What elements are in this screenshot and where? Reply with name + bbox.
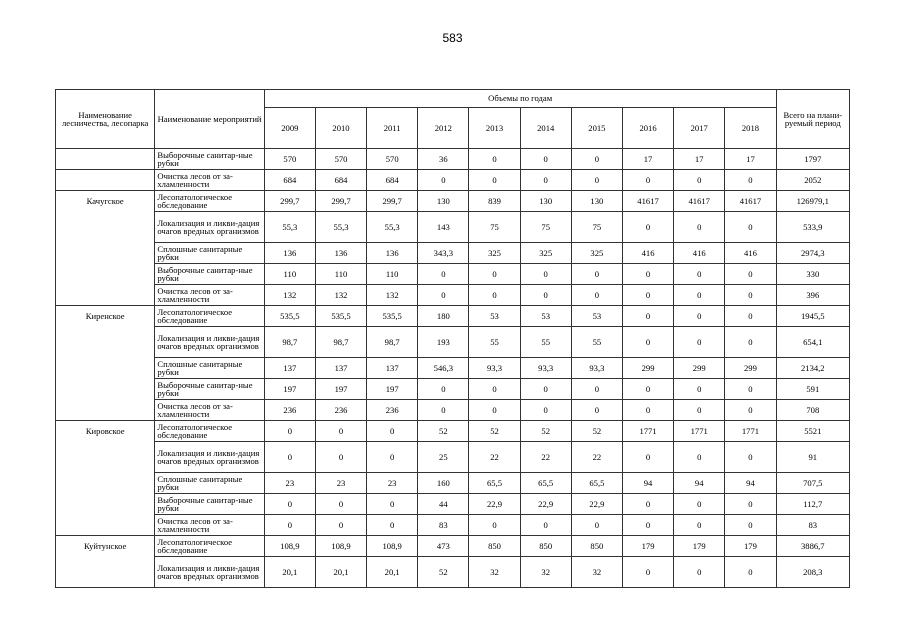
activity-cell: Локализация и ликви-дация очагов вредных организмов (155, 327, 264, 358)
year-value-cell: 32 (469, 557, 520, 588)
header-year: 2016 (622, 108, 673, 149)
activity-cell: Выборочные санитар-ные рубки (155, 264, 264, 285)
year-value-cell: 850 (571, 536, 622, 557)
year-value-cell: 570 (264, 149, 315, 170)
year-value-cell: 0 (418, 170, 469, 191)
year-value-cell: 325 (571, 243, 622, 264)
year-value-cell: 0 (674, 327, 725, 358)
activity-cell: Очистка лесов от за-хламленности (155, 515, 264, 536)
year-value-cell: 65,5 (469, 473, 520, 494)
year-value-cell: 94 (674, 473, 725, 494)
year-value-cell: 36 (418, 149, 469, 170)
year-value-cell: 0 (571, 149, 622, 170)
year-value-cell: 179 (622, 536, 673, 557)
total-value-cell: 91 (776, 442, 849, 473)
header-year: 2015 (571, 108, 622, 149)
org-name-cell (56, 264, 155, 285)
year-value-cell: 41617 (622, 191, 673, 212)
total-value-cell: 708 (776, 400, 849, 421)
total-value-cell: 533,9 (776, 212, 849, 243)
year-value-cell: 52 (520, 421, 571, 442)
table-row (56, 170, 850, 191)
year-value-cell: 0 (725, 515, 776, 536)
org-name-cell: Киренское (56, 306, 155, 327)
year-value-cell: 132 (367, 285, 418, 306)
table-row (56, 149, 850, 170)
year-value-cell: 0 (264, 442, 315, 473)
year-value-cell: 52 (469, 421, 520, 442)
year-value-cell: 55 (520, 327, 571, 358)
year-value-cell: 0 (418, 400, 469, 421)
year-value-cell: 136 (264, 243, 315, 264)
table-row (56, 494, 850, 515)
year-value-cell: 98,7 (264, 327, 315, 358)
year-value-cell: 1771 (622, 421, 673, 442)
year-value-cell: 23 (264, 473, 315, 494)
year-value-cell: 0 (674, 170, 725, 191)
year-value-cell: 83 (418, 515, 469, 536)
year-value-cell: 130 (418, 191, 469, 212)
total-value-cell: 2974,3 (776, 243, 849, 264)
activity-cell: Локализация и ликви-дация очагов вредных организмов (155, 442, 264, 473)
year-value-cell: 98,7 (367, 327, 418, 358)
org-name-cell (56, 557, 155, 588)
org-name-cell (56, 442, 155, 473)
year-value-cell: 22,9 (571, 494, 622, 515)
table-row (56, 358, 850, 379)
year-value-cell: 179 (674, 536, 725, 557)
total-value-cell: 396 (776, 285, 849, 306)
year-value-cell: 53 (520, 306, 571, 327)
table-row (56, 306, 850, 327)
year-value-cell: 535,5 (264, 306, 315, 327)
year-value-cell: 136 (367, 243, 418, 264)
activity-cell: Лесопатологическое обследование (155, 306, 264, 327)
org-name-cell (56, 285, 155, 306)
header-year: 2009 (264, 108, 315, 149)
year-value-cell: 98,7 (315, 327, 366, 358)
year-value-cell: 0 (725, 306, 776, 327)
year-value-cell: 0 (469, 400, 520, 421)
year-value-cell: 236 (315, 400, 366, 421)
year-value-cell: 0 (622, 379, 673, 400)
year-value-cell: 0 (725, 285, 776, 306)
year-value-cell: 570 (367, 149, 418, 170)
table-row (56, 557, 850, 588)
year-value-cell: 32 (520, 557, 571, 588)
forest-volumes-table (55, 89, 850, 588)
year-value-cell: 22 (520, 442, 571, 473)
year-value-cell: 0 (418, 285, 469, 306)
org-name-cell (56, 400, 155, 421)
header-years-group: Объемы по годам (264, 90, 776, 108)
year-value-cell: 197 (315, 379, 366, 400)
year-value-cell: 0 (571, 379, 622, 400)
year-value-cell: 0 (264, 494, 315, 515)
year-value-cell: 0 (622, 212, 673, 243)
year-value-cell: 0 (674, 557, 725, 588)
year-value-cell: 0 (674, 494, 725, 515)
table-row (56, 191, 850, 212)
year-value-cell: 416 (725, 243, 776, 264)
header-year: 2010 (315, 108, 366, 149)
year-value-cell: 197 (367, 379, 418, 400)
org-name-cell (56, 149, 155, 170)
year-value-cell: 53 (571, 306, 622, 327)
activity-cell: Лесопатологическое обследование (155, 191, 264, 212)
year-value-cell: 0 (315, 515, 366, 536)
year-value-cell: 850 (469, 536, 520, 557)
activity-cell: Очистка лесов от за-хламленности (155, 285, 264, 306)
activity-cell: Выборочные санитар-ные рубки (155, 149, 264, 170)
table-row (56, 243, 850, 264)
header-total: Всего на плани-руемый период (776, 90, 849, 149)
year-value-cell: 41617 (725, 191, 776, 212)
year-value-cell: 0 (674, 515, 725, 536)
year-value-cell: 299,7 (315, 191, 366, 212)
year-value-cell: 0 (622, 170, 673, 191)
year-value-cell: 55,3 (315, 212, 366, 243)
year-value-cell: 236 (367, 400, 418, 421)
header-activity: Наименование мероприятий (155, 90, 264, 149)
org-name-cell (56, 494, 155, 515)
year-value-cell: 0 (674, 442, 725, 473)
year-value-cell: 75 (571, 212, 622, 243)
year-value-cell: 0 (622, 494, 673, 515)
org-name-cell (56, 243, 155, 264)
org-name-cell (56, 473, 155, 494)
year-value-cell: 0 (469, 264, 520, 285)
page-number: 583 (442, 31, 463, 45)
year-value-cell: 0 (725, 494, 776, 515)
year-value-cell: 416 (674, 243, 725, 264)
year-value-cell: 179 (725, 536, 776, 557)
year-value-cell: 0 (520, 515, 571, 536)
table-row (56, 285, 850, 306)
year-value-cell: 75 (520, 212, 571, 243)
year-value-cell: 136 (315, 243, 366, 264)
year-value-cell: 52 (418, 557, 469, 588)
org-name-cell (56, 212, 155, 243)
year-value-cell: 22 (571, 442, 622, 473)
table-row (56, 515, 850, 536)
total-value-cell: 654,1 (776, 327, 849, 358)
year-value-cell: 0 (571, 264, 622, 285)
year-value-cell: 0 (674, 379, 725, 400)
header-year: 2011 (367, 108, 418, 149)
year-value-cell: 0 (622, 515, 673, 536)
year-value-cell: 137 (315, 358, 366, 379)
org-name-cell (56, 170, 155, 191)
org-name-cell: Кировское (56, 421, 155, 442)
year-value-cell: 0 (469, 379, 520, 400)
header-year: 2017 (674, 108, 725, 149)
year-value-cell: 839 (469, 191, 520, 212)
year-value-cell: 130 (571, 191, 622, 212)
year-value-cell: 299 (725, 358, 776, 379)
year-value-cell: 684 (315, 170, 366, 191)
org-name-cell (56, 379, 155, 400)
year-value-cell: 0 (571, 515, 622, 536)
table-body (56, 149, 850, 588)
activity-cell: Лесопатологическое обследование (155, 536, 264, 557)
year-value-cell: 0 (725, 264, 776, 285)
activity-cell: Очистка лесов от за-хламленности (155, 170, 264, 191)
activity-cell: Выборочные санитар-ные рубки (155, 379, 264, 400)
year-value-cell: 143 (418, 212, 469, 243)
year-value-cell: 0 (367, 515, 418, 536)
total-value-cell: 1945,5 (776, 306, 849, 327)
activity-cell: Выборочные санитар-ные рубки (155, 494, 264, 515)
year-value-cell: 65,5 (520, 473, 571, 494)
year-value-cell: 236 (264, 400, 315, 421)
year-value-cell: 94 (622, 473, 673, 494)
year-value-cell: 0 (725, 557, 776, 588)
year-value-cell: 75 (469, 212, 520, 243)
year-value-cell: 0 (469, 285, 520, 306)
year-value-cell: 20,1 (264, 557, 315, 588)
year-value-cell: 93,3 (469, 358, 520, 379)
year-value-cell: 0 (315, 421, 366, 442)
year-value-cell: 108,9 (264, 536, 315, 557)
activity-cell: Сплошные санитарные рубки (155, 473, 264, 494)
year-value-cell: 41617 (674, 191, 725, 212)
table-row (56, 327, 850, 358)
year-value-cell: 197 (264, 379, 315, 400)
year-value-cell: 0 (520, 149, 571, 170)
total-value-cell: 126979,1 (776, 191, 849, 212)
year-value-cell: 110 (315, 264, 366, 285)
total-value-cell: 83 (776, 515, 849, 536)
year-value-cell: 0 (622, 557, 673, 588)
year-value-cell: 20,1 (367, 557, 418, 588)
year-value-cell: 137 (367, 358, 418, 379)
org-name-cell: Куйтунское (56, 536, 155, 557)
activity-cell: Сплошные санитарные рубки (155, 358, 264, 379)
org-name-cell: Качугское (56, 191, 155, 212)
table-row (56, 421, 850, 442)
year-value-cell: 0 (622, 442, 673, 473)
year-value-cell: 299,7 (264, 191, 315, 212)
activity-cell: Локализация и ликви-дация очагов вредных организмов (155, 557, 264, 588)
year-value-cell: 94 (725, 473, 776, 494)
year-value-cell: 416 (622, 243, 673, 264)
table-row (56, 400, 850, 421)
year-value-cell: 193 (418, 327, 469, 358)
year-value-cell: 0 (622, 285, 673, 306)
year-value-cell: 53 (469, 306, 520, 327)
total-value-cell: 591 (776, 379, 849, 400)
year-value-cell: 25 (418, 442, 469, 473)
year-value-cell: 0 (571, 285, 622, 306)
year-value-cell: 0 (520, 264, 571, 285)
year-value-cell: 535,5 (315, 306, 366, 327)
year-value-cell: 52 (571, 421, 622, 442)
year-value-cell: 130 (520, 191, 571, 212)
activity-cell: Очистка лесов от за-хламленности (155, 400, 264, 421)
year-value-cell: 110 (264, 264, 315, 285)
year-value-cell: 0 (571, 170, 622, 191)
activity-cell: Лесопатологическое обследование (155, 421, 264, 442)
year-value-cell: 0 (622, 327, 673, 358)
year-value-cell: 0 (520, 285, 571, 306)
year-value-cell: 23 (315, 473, 366, 494)
year-value-cell: 0 (725, 170, 776, 191)
year-value-cell: 1771 (674, 421, 725, 442)
year-value-cell: 0 (725, 400, 776, 421)
year-value-cell: 0 (418, 264, 469, 285)
total-value-cell: 707,5 (776, 473, 849, 494)
year-value-cell: 0 (674, 264, 725, 285)
year-value-cell: 0 (520, 170, 571, 191)
header-year: 2014 (520, 108, 571, 149)
year-value-cell: 0 (264, 515, 315, 536)
year-value-cell: 0 (622, 264, 673, 285)
header-org: Наименование лесничества, лесопарка (56, 90, 155, 149)
table-row (56, 473, 850, 494)
year-value-cell: 108,9 (367, 536, 418, 557)
year-value-cell: 132 (315, 285, 366, 306)
year-value-cell: 65,5 (571, 473, 622, 494)
year-value-cell: 44 (418, 494, 469, 515)
total-value-cell: 208,3 (776, 557, 849, 588)
year-value-cell: 0 (725, 442, 776, 473)
year-value-cell: 55,3 (367, 212, 418, 243)
year-value-cell: 0 (725, 379, 776, 400)
table-row (56, 264, 850, 285)
year-value-cell: 23 (367, 473, 418, 494)
year-value-cell: 55 (571, 327, 622, 358)
year-value-cell: 684 (264, 170, 315, 191)
year-value-cell: 0 (418, 379, 469, 400)
table-row (56, 379, 850, 400)
year-value-cell: 535,5 (367, 306, 418, 327)
table-row (56, 536, 850, 557)
total-value-cell: 330 (776, 264, 849, 285)
org-name-cell (56, 327, 155, 358)
year-value-cell: 22 (469, 442, 520, 473)
year-value-cell: 0 (725, 327, 776, 358)
year-value-cell: 0 (725, 212, 776, 243)
year-value-cell: 0 (469, 149, 520, 170)
year-value-cell: 0 (469, 515, 520, 536)
year-value-cell: 55 (469, 327, 520, 358)
table-row (56, 442, 850, 473)
year-value-cell: 299,7 (367, 191, 418, 212)
year-value-cell: 546,3 (418, 358, 469, 379)
activity-cell: Локализация и ликви-дация очагов вредных организмов (155, 212, 264, 243)
org-name-cell (56, 515, 155, 536)
total-value-cell: 1797 (776, 149, 849, 170)
total-value-cell: 2052 (776, 170, 849, 191)
year-value-cell: 52 (418, 421, 469, 442)
year-value-cell: 0 (315, 442, 366, 473)
total-value-cell: 112,7 (776, 494, 849, 515)
year-value-cell: 0 (622, 400, 673, 421)
year-value-cell: 325 (469, 243, 520, 264)
year-value-cell: 0 (264, 421, 315, 442)
year-value-cell: 343,3 (418, 243, 469, 264)
year-value-cell: 684 (367, 170, 418, 191)
year-value-cell: 0 (520, 379, 571, 400)
year-value-cell: 299 (622, 358, 673, 379)
year-value-cell: 0 (674, 285, 725, 306)
year-value-cell: 0 (367, 442, 418, 473)
year-value-cell: 22,9 (520, 494, 571, 515)
year-value-cell: 1771 (725, 421, 776, 442)
year-value-cell: 570 (315, 149, 366, 170)
year-value-cell: 32 (571, 557, 622, 588)
year-value-cell: 17 (674, 149, 725, 170)
table-header (56, 90, 850, 149)
org-name-cell (56, 358, 155, 379)
year-value-cell: 0 (520, 400, 571, 421)
year-value-cell: 93,3 (520, 358, 571, 379)
header-year: 2012 (418, 108, 469, 149)
total-value-cell: 2134,2 (776, 358, 849, 379)
header-year: 2013 (469, 108, 520, 149)
year-value-cell: 0 (674, 306, 725, 327)
year-value-cell: 0 (469, 170, 520, 191)
year-value-cell: 0 (367, 421, 418, 442)
year-value-cell: 110 (367, 264, 418, 285)
year-value-cell: 17 (725, 149, 776, 170)
year-value-cell: 0 (571, 400, 622, 421)
year-value-cell: 17 (622, 149, 673, 170)
year-value-cell: 132 (264, 285, 315, 306)
year-value-cell: 325 (520, 243, 571, 264)
year-value-cell: 850 (520, 536, 571, 557)
year-value-cell: 0 (674, 212, 725, 243)
activity-cell: Сплошные санитарные рубки (155, 243, 264, 264)
year-value-cell: 160 (418, 473, 469, 494)
header-year: 2018 (725, 108, 776, 149)
year-value-cell: 55,3 (264, 212, 315, 243)
year-value-cell: 22,9 (469, 494, 520, 515)
year-value-cell: 299 (674, 358, 725, 379)
total-value-cell: 3886,7 (776, 536, 849, 557)
year-value-cell: 0 (674, 400, 725, 421)
year-value-cell: 108,9 (315, 536, 366, 557)
year-value-cell: 93,3 (571, 358, 622, 379)
year-value-cell: 473 (418, 536, 469, 557)
year-value-cell: 0 (367, 494, 418, 515)
year-value-cell: 0 (622, 306, 673, 327)
table-row (56, 212, 850, 243)
year-value-cell: 0 (315, 494, 366, 515)
total-value-cell: 5521 (776, 421, 849, 442)
year-value-cell: 20,1 (315, 557, 366, 588)
year-value-cell: 137 (264, 358, 315, 379)
year-value-cell: 180 (418, 306, 469, 327)
